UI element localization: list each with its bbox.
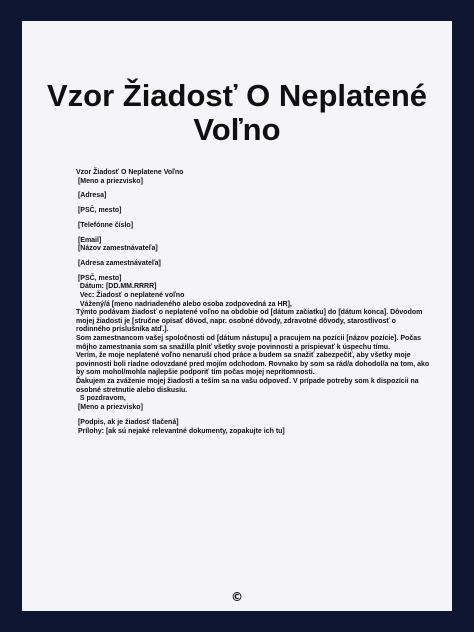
- copyright-icon: ©: [231, 590, 243, 604]
- paragraph-4: Ďakujem za zváženie mojej žiadosti a teším sa na vašu odpoveď. V prípade potreby som k dispozícii na osobné stretnutie alebo diskusiu.: [76, 378, 419, 394]
- attachments-line: Prílohy: [ak sú nejaké relevantné dokumenty, zopakujte ich tu]: [76, 427, 285, 435]
- letter-subject: Vec: Žiadosť o neplatené voľno: [76, 292, 185, 300]
- letter-heading: Vzor Žiadosť O Neplatene Voľno: [76, 169, 184, 176]
- letter-body: [76, 169, 432, 437]
- employer-psc-city: [PSČ, mesto]: [76, 274, 122, 282]
- sender-email: [Email]: [76, 236, 102, 244]
- letter-salutation: Vážený/á [meno nadriadeného alebo osoba zodpovedná za HR],: [76, 300, 292, 308]
- paragraph-1: Týmto podávam žiadosť o neplatené voľno na obdobie od [dátum začiatku] do [dátum konca]. Dôvodom mojej žiadosti je [stručne opísať dôvod, napr. osobné dôvody, zdravotné dôvody, starostlivosť o rodinného príslušníka atď.].: [76, 309, 423, 334]
- title-line-1: Vzor Žiadosť O Neplatené: [46, 78, 428, 113]
- sender-name: [Meno a priezvisko]: [76, 177, 143, 185]
- letter-closing: S pozdravom,: [76, 395, 126, 403]
- employer-name: [Názov zamestnávateľa]: [76, 245, 158, 253]
- sender-psc-city: [PSČ, mesto]: [76, 207, 122, 215]
- paragraph-3: Verím, že moje neplatené voľno nenaruší chod práce a budem sa snažiť zabezpečiť, aby všetky moje povinnosti boli riadne odovzdané pred mojím odchodom. Rovnako by som sa rád/a dohodol/a na tom, ako by som mohol/mohla najlepšie podporiť tím počas mojej neprítomnosti.: [76, 352, 430, 377]
- paragraph-2: Som zamestnancom vašej spoločnosti od [dátum nástupu] a pracujem na pozícii [názov pozície]. Počas môjho zamestnania som sa snažil/a plniť všetky svoje povinnosti a prispievať k úspechu tímu.: [76, 335, 422, 351]
- sender-phone: [Telefónne číslo]: [76, 221, 134, 229]
- sender-address: [Adresa]: [76, 192, 107, 200]
- letter-date: Dátum: [DD.MM.RRRR]: [76, 283, 157, 291]
- signature-line: [Podpis, ak je žiadosť tlačená]: [76, 419, 179, 427]
- title-line-2: Voľno: [193, 112, 281, 147]
- document-title: [22, 79, 452, 147]
- document-page: [22, 21, 452, 611]
- employer-address: [Adresa zamestnávateľa]: [76, 260, 161, 268]
- closing-name: [Meno a priezvisko]: [76, 403, 143, 411]
